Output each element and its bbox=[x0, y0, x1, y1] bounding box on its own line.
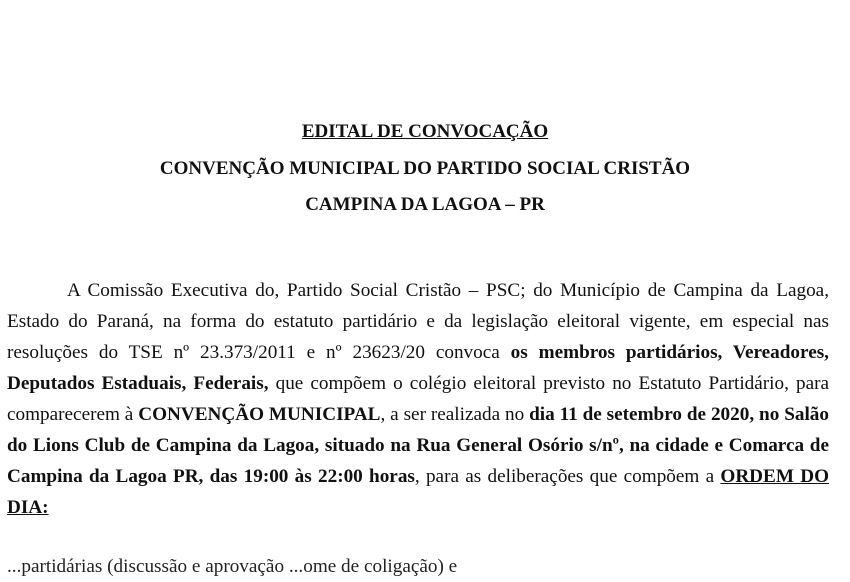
paragraph-text-1: A Comissão Executiva do, Partido Social Cristão – PSC; do Município de Campina da Lagoa, Estado do Paraná, na forma do estatuto partidário e da legislação eleitoral vigente, em especial nas resoluções do TSE nº 23.373/2011 e nº 23623/20 convoca bbox=[7, 280, 829, 364]
paragraph-text-3: , a ser realizada no bbox=[380, 404, 530, 426]
document-subtitle: CONVENÇÃO MUNICIPAL DO PARTIDO SOCIAL CRISTÃO bbox=[159, 158, 691, 179]
cut-off-next-line: ...partidárias (discussão e aprovação ...ome de coligação) e bbox=[7, 556, 458, 577]
paragraph-text-4: , para as deliberações que compõem a bbox=[414, 466, 721, 488]
paragraph-bold-members: os membros partidários, Vereadores, Deputados Estaduais, Federais, bbox=[7, 342, 829, 395]
paragraph-bold-convention: CONVENÇÃO MUNICIPAL bbox=[138, 404, 381, 426]
convocation-paragraph bbox=[7, 275, 829, 523]
paragraph-agenda-label: ORDEM DO DIA: bbox=[7, 466, 829, 519]
paragraph-text-2: que compõem o colégio eleitoral previsto no Estatuto Partidário, para comparecerem à bbox=[7, 373, 830, 426]
document-location: CAMPINA DA LAGOA – PR bbox=[305, 194, 545, 215]
paragraph-bold-date-place: dia 11 de setembro de 2020, no Salão do Lions Club de Campina da Lagoa, situado na Rua General Osório s/nº, na cidade e Comarca de Campina da Lagoa PR, das 19:00 às 22:00 horas bbox=[7, 404, 829, 488]
document-title: EDITAL DE CONVOCAÇÃO bbox=[301, 121, 549, 142]
